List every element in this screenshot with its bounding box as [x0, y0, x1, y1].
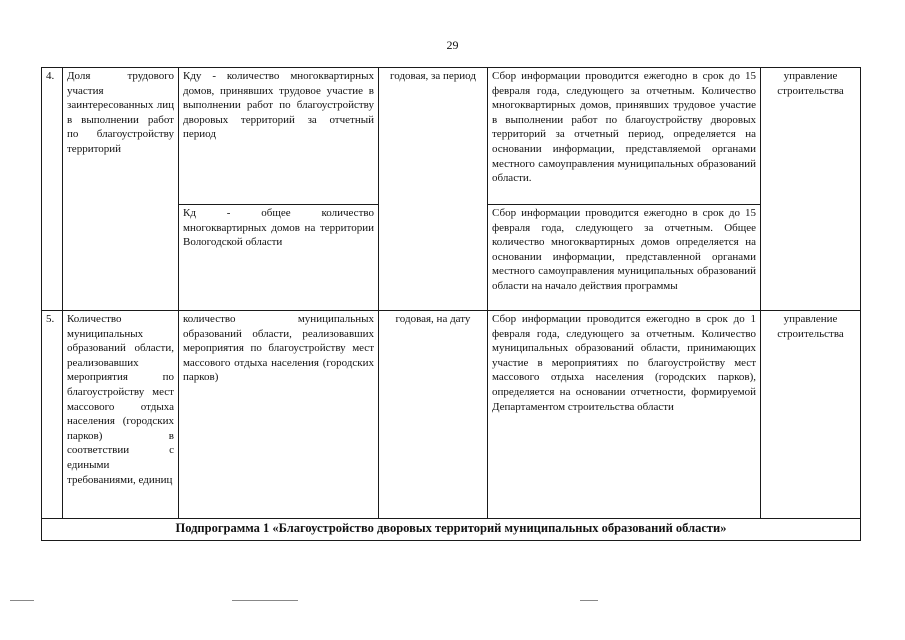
indicator-method: Сбор информации проводится ежегодно в срок до 1 февраля года, следующего за отчетным. Количество муниципальных образований области, принимающих участие в мероприятиях по благоустройству мест массового отдыха населения (городских парков), определяется на основании отчетности, формируемой Департаментом строительства области [488, 311, 761, 519]
row-number: 4. [42, 68, 63, 311]
subprogram-row [42, 519, 861, 541]
indicator-name: Количество муниципальных образований области, реализовавших мероприятия по благоустройству мест массового отдыха населения (городских парков) в соответствии с едиными требованиями, единиц [63, 311, 179, 519]
scan-artifact-line [10, 600, 34, 601]
indicator-period: годовая, за период [379, 68, 488, 311]
indicator-term: количество муниципальных образований области, реализовавших мероприятия по благоустройству мест массового отдыха населения (городских парков) [179, 311, 379, 519]
indicator-responsible: управление строительства [761, 68, 861, 311]
scan-artifact-line [580, 600, 598, 601]
indicator-period: годовая, на дату [379, 311, 488, 519]
indicators-table [41, 67, 861, 541]
page-number: 29 [446, 38, 459, 52]
indicator-method: Сбор информации проводится ежегодно в срок до 15 февраля года, следующего за отчетным. Общее количество многоквартирных домов определяется на основании информации, представленной органами местного самоуправления муниципальных образований области на начало действия программы [488, 205, 761, 311]
subprogram-title: Подпрограмма 1 «Благоустройство дворовых территорий муниципальных образований области» [42, 519, 861, 541]
scan-artifact-line [232, 600, 298, 601]
indicator-method: Сбор информации проводится ежегодно в срок до 15 февраля года, следующего за отчетным. Количество многоквартирных домов, принявших трудовое участие в выполнении работ по благоустройству дворовых территорий за отчетный период, определяется на основании информации, представляемой органами местного самоуправления муниципальных образований области. [488, 68, 761, 205]
table-row [42, 311, 861, 519]
indicator-responsible: управление строительства [761, 311, 861, 519]
indicator-term: Кд - общее количество многоквартирных домов на территории Вологодской области [179, 205, 379, 311]
indicator-term: Кду - количество многоквартирных домов, принявших трудовое участие в выполнении работ по благоустройству дворовых территорий за отчетный период [179, 68, 379, 205]
row-number: 5. [42, 311, 63, 519]
indicator-name: Доля трудового участия заинтересованных лиц в выполнении работ по благоустройству территорий [63, 68, 179, 311]
table-row [42, 68, 861, 205]
